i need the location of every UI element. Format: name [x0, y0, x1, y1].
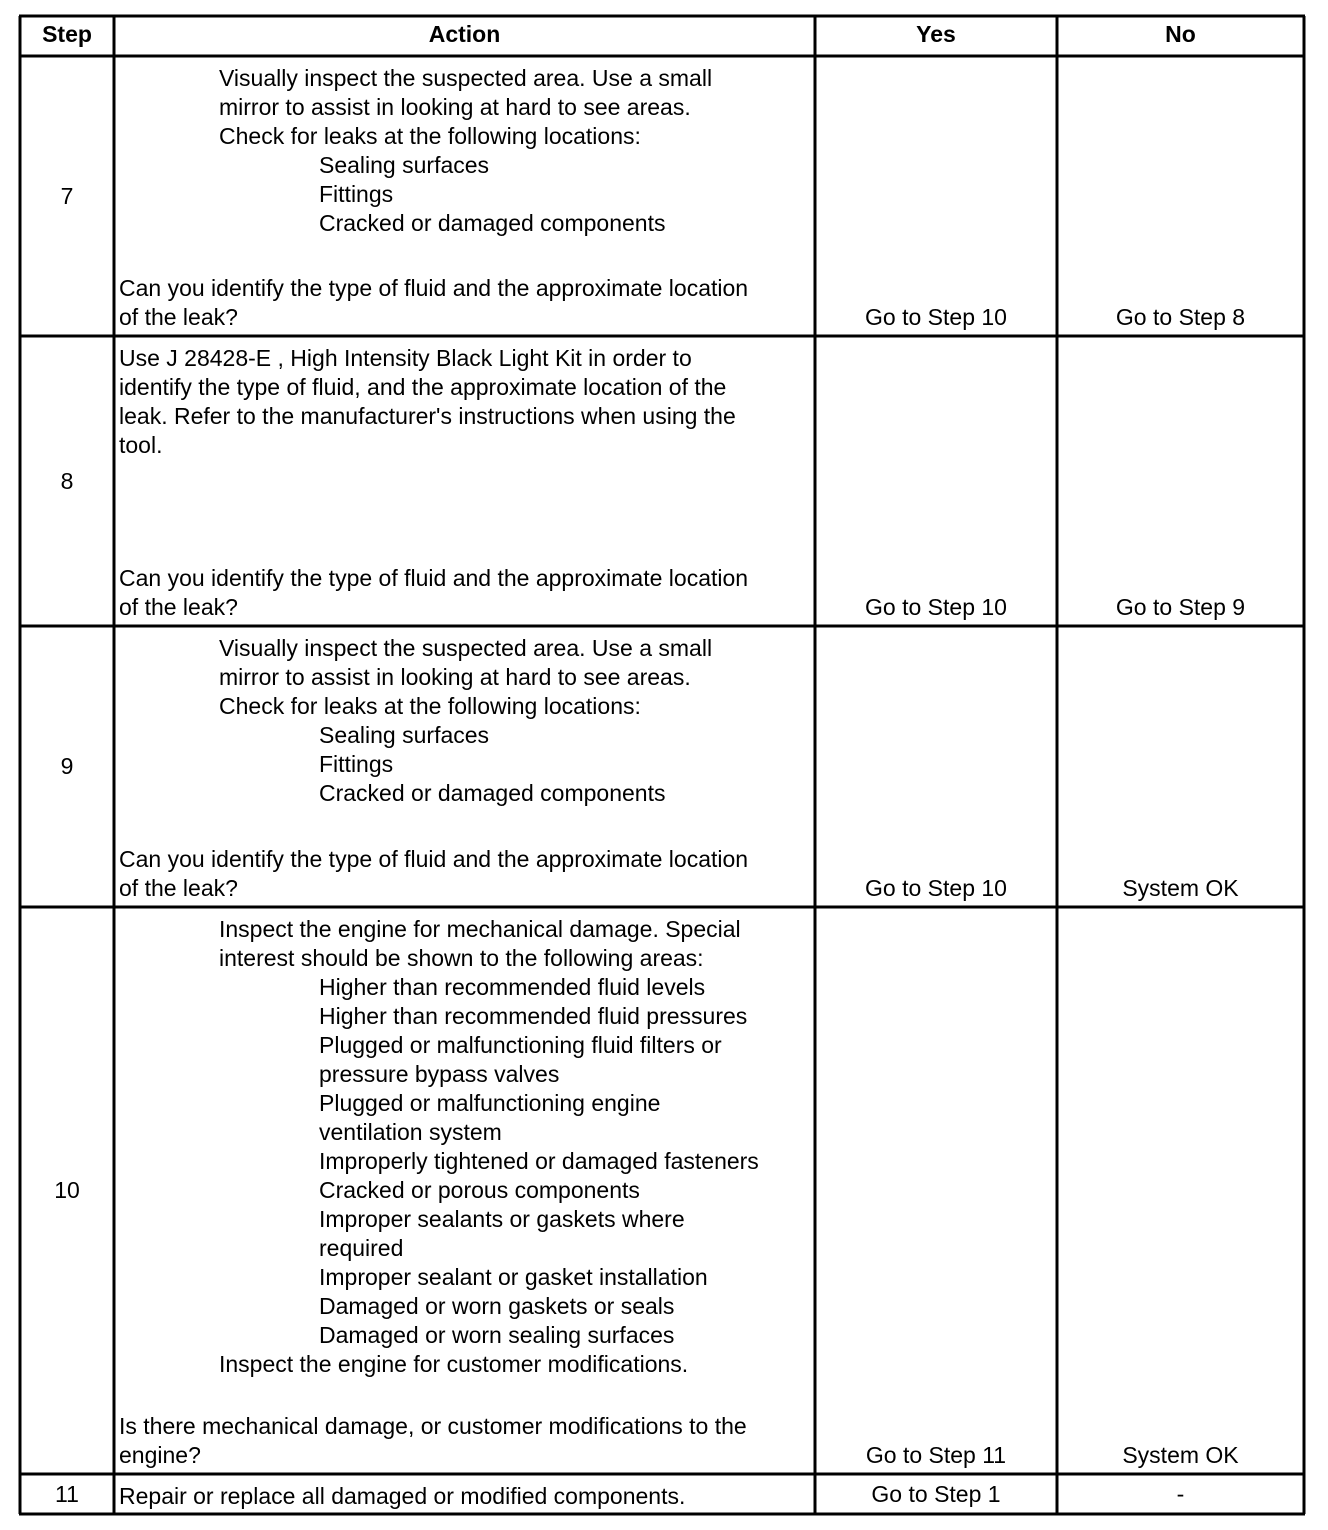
action-line: Visually inspect the suspected area. Use a small: [219, 635, 713, 661]
no-result: System OK: [1122, 1442, 1239, 1468]
action-line: Improperly tightened or damaged fasteners: [319, 1148, 759, 1174]
action-line: Inspect the engine for customer modifications.: [219, 1351, 689, 1377]
yes-result: Go to Step 10: [865, 875, 1007, 901]
action-line: Cracked or damaged components: [319, 210, 666, 236]
step-number: 8: [60, 468, 74, 494]
yes-result: Go to Step 11: [865, 1442, 1007, 1468]
action-line: Cracked or damaged components: [319, 780, 666, 806]
action-line: interest should be shown to the following areas:: [219, 945, 704, 971]
question-line: of the leak?: [119, 875, 238, 901]
action-line: tool.: [119, 432, 163, 458]
action-line: Improper sealant or gasket installation: [319, 1264, 708, 1290]
no-result: Go to Step 9: [1115, 594, 1246, 620]
yes-result: Go to Step 10: [865, 594, 1007, 620]
question-line: of the leak?: [119, 304, 238, 330]
question-line: engine?: [119, 1442, 201, 1468]
action-line: Fittings: [319, 751, 394, 777]
question-line: Is there mechanical damage, or customer modifications to the: [119, 1413, 747, 1439]
action-line: Inspect the engine for mechanical damage. Special: [219, 916, 741, 942]
action-line: Plugged or malfunctioning engine: [319, 1090, 661, 1116]
action-line: Higher than recommended fluid pressures: [319, 1003, 748, 1029]
action-line: Check for leaks at the following locations:: [219, 693, 641, 719]
action-line: Cracked or porous components: [319, 1177, 640, 1203]
no-result: System OK: [1122, 875, 1239, 901]
no-result: Go to Step 8: [1115, 304, 1246, 330]
yes-result: Go to Step 1: [871, 1481, 1001, 1507]
action-line: Visually inspect the suspected area. Use a small: [219, 65, 713, 91]
action-line: Improper sealants or gaskets where: [319, 1206, 685, 1232]
action-line: Use J 28428-E , High Intensity Black Light Kit in order to: [119, 345, 692, 371]
action-line: identify the type of fluid, and the approximate location of the: [119, 374, 727, 400]
action-line: mirror to assist in looking at hard to see areas.: [219, 664, 691, 690]
header-step: Step: [42, 21, 92, 47]
action-line: Sealing surfaces: [319, 152, 490, 178]
action-line: mirror to assist in looking at hard to see areas.: [219, 94, 691, 120]
step-number: 10: [54, 1177, 80, 1203]
action-line: leak. Refer to the manufacturer's instructions when using the: [119, 403, 736, 429]
step-number: 7: [60, 183, 74, 209]
header-action: Action: [428, 21, 501, 47]
no-result: -: [1176, 1481, 1185, 1507]
action-line: Higher than recommended fluid levels: [319, 974, 706, 1000]
action-line: Sealing surfaces: [319, 722, 490, 748]
yes-result: Go to Step 10: [865, 304, 1007, 330]
question-line: Can you identify the type of fluid and the approximate location: [119, 565, 749, 591]
action-line: Damaged or worn sealing surfaces: [319, 1322, 675, 1348]
question-line: Can you identify the type of fluid and the approximate location: [119, 846, 749, 872]
action-line: Repair or replace all damaged or modified components.: [119, 1483, 686, 1509]
action-line: Fittings: [319, 181, 394, 207]
question-line: of the leak?: [119, 594, 238, 620]
action-line: Check for leaks at the following locations:: [219, 123, 641, 149]
question-line: Can you identify the type of fluid and the approximate location: [119, 275, 749, 301]
action-line: ventilation system: [319, 1119, 502, 1145]
action-line: pressure bypass valves: [319, 1061, 560, 1087]
action-line: required: [319, 1235, 404, 1261]
step-number: 9: [60, 753, 74, 779]
action-line: Damaged or worn gaskets or seals: [319, 1293, 675, 1319]
header-yes: Yes: [916, 21, 956, 47]
action-line: Plugged or malfunctioning fluid filters or: [319, 1032, 722, 1058]
header-no: No: [1165, 21, 1196, 47]
step-number: 11: [55, 1481, 79, 1507]
